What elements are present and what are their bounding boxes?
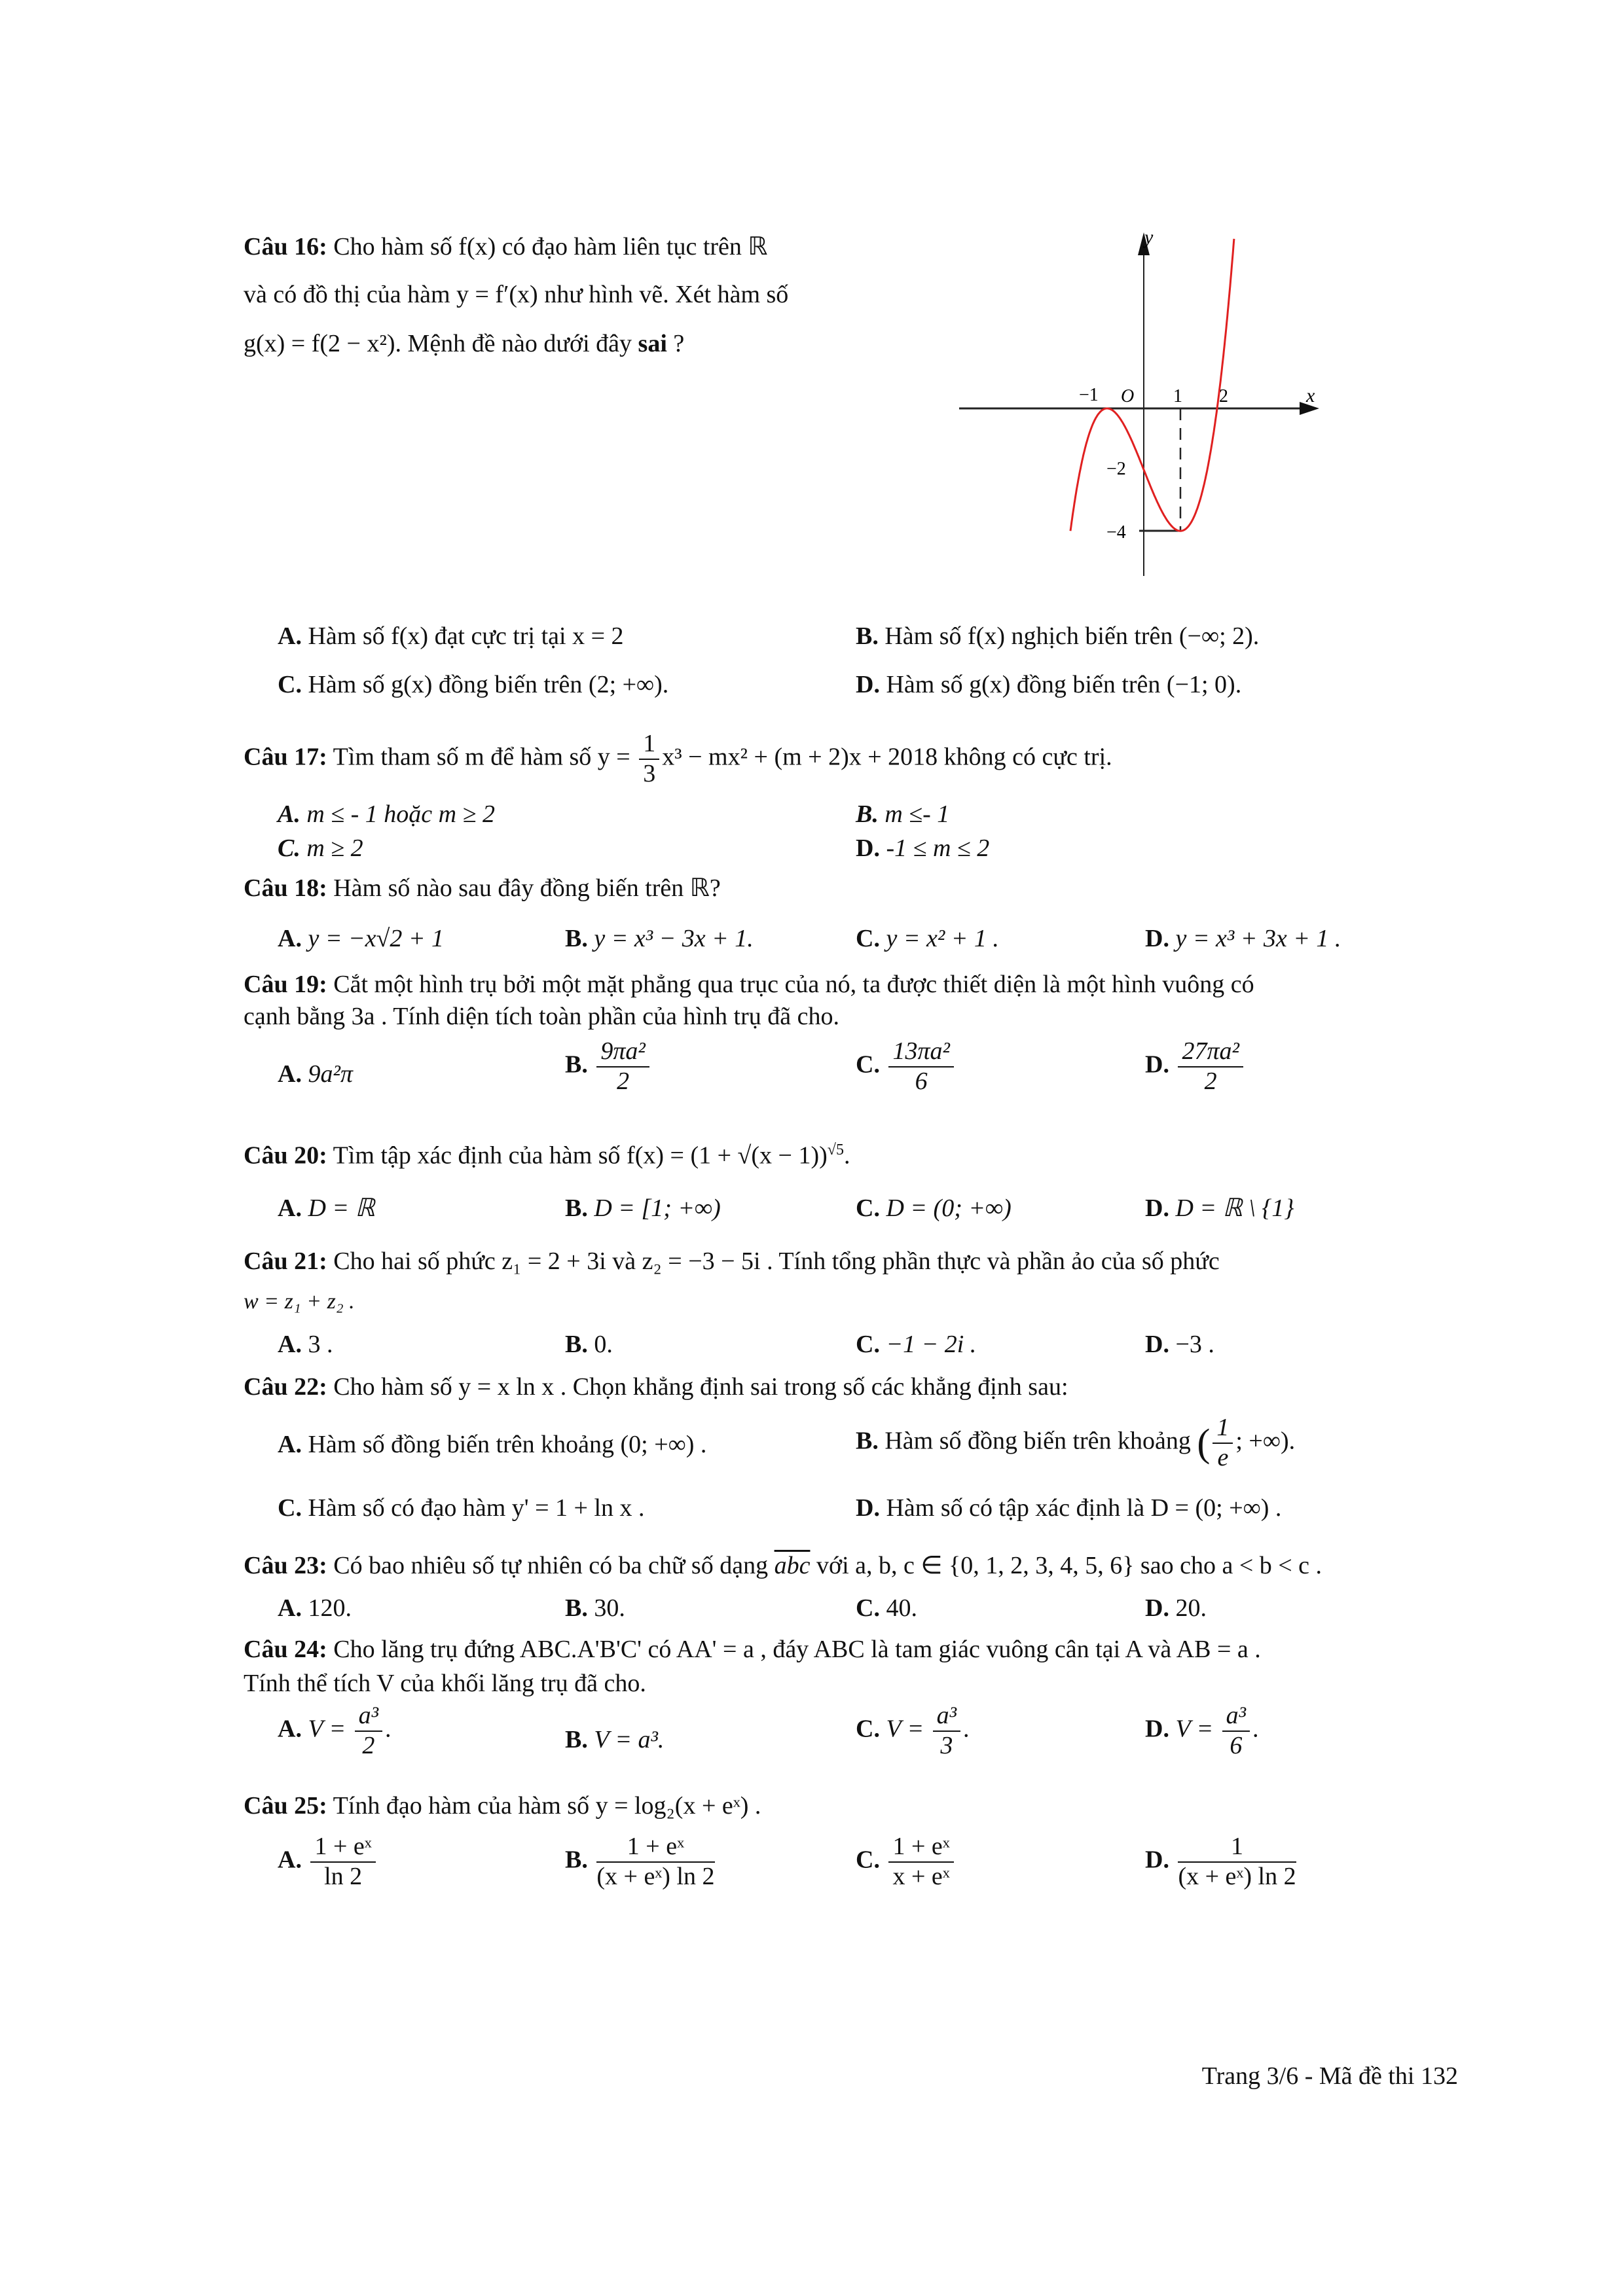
q23-option-b[interactable] [565,1594,625,1624]
y-axis-label: y [1144,226,1154,248]
q19-label: Câu 19: [244,971,327,998]
option-key: B. [565,925,588,952]
option-text: D = (0; +∞) [886,1194,1012,1222]
option-key: D. [856,1494,880,1522]
q16-option-c[interactable] [278,670,668,700]
option-text: 120. [308,1594,352,1622]
q24-line2: Tính thể tích V của khối lăng trụ đã cho. [244,1670,646,1697]
option-end: . [385,1715,392,1743]
q22-option-a[interactable] [278,1430,706,1460]
option-text: m ≤- 1 [884,800,950,828]
q21-option-a[interactable] [278,1330,333,1360]
q24-option-d[interactable] [1145,1702,1259,1760]
numerator: 13πa² [888,1037,953,1067]
q20-line [244,1141,850,1171]
q19-option-c[interactable] [856,1037,957,1096]
option-text: −3 . [1175,1331,1214,1358]
fraction [1222,1702,1250,1760]
option-key: B. [565,1050,588,1079]
fraction [1178,1037,1243,1096]
q16-option-a[interactable] [278,622,624,652]
option-key: D. [1145,1846,1169,1874]
q18-option-d[interactable] [1145,924,1341,954]
q21-line2: w = z₁ + z₂ . [244,1289,355,1314]
q17-option-d[interactable] [856,834,989,864]
q23-option-d[interactable] [1145,1594,1207,1624]
option-text: Hàm số g(x) đồng biến trên (−1; 0). [886,671,1242,698]
q16-line2: và có đồ thị của hàm y = f′(x) như hình vẽ. Xét hàm số [244,281,789,308]
q24-line1 [244,1635,1458,1665]
denominator: 2 [617,1067,630,1095]
q22-option-b[interactable] [856,1414,1295,1472]
option-key: B. [565,1594,588,1622]
q20-option-a[interactable] [278,1194,375,1224]
fraction [639,730,659,788]
q25-option-d[interactable] [1145,1833,1299,1891]
option-end: . [963,1715,970,1743]
option-text: y = x³ − 3x + 1. [594,925,754,952]
fraction [596,1037,649,1096]
q22-text: Cho hàm số y = x ln x . Chọn khẳng định sai trong số các khẳng định sau: [333,1373,1068,1401]
option-text: Hàm số có đạo hàm y' = 1 + ln x . [308,1494,645,1522]
origin-label: O [1121,386,1135,406]
q16-option-b[interactable] [856,622,1259,652]
q16-line1 [244,232,768,262]
q25-option-b[interactable] [565,1833,718,1891]
option-key: B. [565,1194,588,1222]
q17-text2: x³ − mx² + (m + 2)x + 2018 không có cực trị. [662,743,1112,771]
q17-option-a[interactable] [278,800,495,830]
q22-line [244,1372,1068,1403]
option-key: A. [278,1194,302,1222]
option-text: y = x² + 1 . [886,925,999,952]
numerator: 1 [639,730,659,760]
option-text: y = −x√2 + 1 [308,925,444,952]
q17-line [244,730,1112,788]
denominator: 2 [1204,1067,1217,1095]
fraction [1178,1833,1296,1891]
denominator: 6 [915,1067,928,1095]
option-key: A. [278,1594,302,1622]
q19-option-d[interactable] [1145,1037,1246,1096]
option-text: y = x³ + 3x + 1 . [1175,925,1341,952]
option-text: D = [1; +∞) [594,1194,721,1222]
fraction [1213,1414,1233,1472]
option-text: Hàm số có tập xác định là D = (0; +∞) . [886,1494,1282,1522]
option-text: 0. [594,1331,613,1358]
numerator: a³ [1222,1702,1250,1732]
option-key: C. [856,1050,880,1079]
option-text: Hàm số đồng biến trên khoảng [884,1427,1191,1455]
x-axis-label: x [1306,385,1315,406]
q25-text: Tính đạo hàm của hàm số y = log₂(x + eˣ) . [333,1792,761,1820]
q24-text: Cho lăng trụ đứng ABC.A'B'C' có AA' = a , đáy ABC là tam giác vuông cân tại A và AB = a . [333,1636,1261,1663]
q20-option-b[interactable] [565,1194,721,1224]
option-key: A. [278,1715,302,1743]
option-text: D = ℝ [308,1194,375,1222]
q19-line2: cạnh bằng 3a . Tính diện tích toàn phần của hình trụ đã cho. [244,1003,839,1030]
q23-text: Có bao nhiêu số tự nhiên có ba chữ số dạng [333,1552,775,1579]
denominator: x + eˣ [892,1862,950,1890]
q24-option-b[interactable] [565,1725,664,1755]
option-text: V = [308,1715,352,1743]
q16-label: Câu 16: [244,233,327,260]
xtick-label: 2 [1219,386,1228,406]
option-key: B. [565,1726,588,1753]
ytick-label: −2 [1106,459,1126,479]
option-key: D. [1145,1050,1169,1079]
q23-text2: với a, b, c ∈ {0, 1, 2, 3, 4, 5, 6} sao cho a < b < c . [810,1552,1322,1579]
page-footer: Trang 3/6 - Mã đề thi 132 [1201,2062,1458,2090]
option-key: D. [1145,1594,1169,1622]
q16-option-d[interactable] [856,670,1241,700]
q25-label: Câu 25: [244,1792,327,1820]
q16-bold: sai [638,330,667,357]
option-key: C. [856,1715,880,1743]
numerator: 1 [1178,1833,1296,1863]
option-text: V = [886,1715,930,1743]
option-text: Hàm số f(x) đạt cực trị tại x = 2 [308,622,624,650]
q22-option-c[interactable] [278,1494,645,1524]
option-key: A. [278,1331,302,1358]
numerator: 9πa² [596,1037,649,1067]
option-text: 3 . [308,1331,333,1358]
q18-line [244,874,721,904]
q25-line [244,1791,761,1821]
q23-line [244,1551,1322,1581]
q21-label: Câu 21: [244,1247,327,1275]
option-key: A. [278,1431,302,1458]
option-end: . [1252,1715,1259,1743]
q25-option-a[interactable] [278,1833,378,1891]
option-key: A. [278,622,302,650]
q20-end: . [843,1141,850,1170]
fraction [933,1702,960,1760]
option-text: 40. [886,1594,917,1622]
option-key: A. [278,1846,302,1874]
exponent: √5 [827,1141,844,1158]
option-key: C. [856,1846,880,1874]
option-key: D. [1145,1715,1169,1743]
q20-label: Câu 20: [244,1141,327,1170]
fraction [888,1037,953,1096]
option-key: C. [856,1594,880,1622]
q18-option-c[interactable] [856,924,999,954]
q21-line1 [244,1247,1458,1277]
overline-number: $\overline{abc}$ [774,1552,811,1579]
option-text: 9a²π [308,1060,353,1088]
option-text: V = a³. [594,1726,665,1753]
option-key: B. [856,622,879,650]
option-text: D = ℝ \ {1} [1175,1194,1294,1222]
q16-text3: g(x) = f(2 − x²). Mệnh đề nào dưới đây [244,330,638,357]
option-text: −1 − 2i . [886,1331,977,1358]
q17-label: Câu 17: [244,743,327,771]
option-text-end: ; +∞). [1235,1427,1296,1455]
numerator: a³ [933,1702,960,1732]
paren: ( [1197,1421,1211,1465]
option-text: Hàm số đồng biến trên khoảng (0; +∞) . [308,1431,707,1458]
q20-option-c[interactable] [856,1194,1012,1224]
option-key: D. [1145,1194,1169,1222]
fraction [596,1833,714,1891]
q24-label: Câu 24: [244,1636,327,1663]
q19-line1 [244,970,1458,1000]
option-text: m ≤ - 1 hoặc m ≥ 2 [306,800,495,828]
q24-option-c[interactable] [856,1702,970,1760]
q16-text: Cho hàm số f(x) có đạo hàm liên tục trên ℝ [333,233,768,260]
option-key: C. [278,1494,302,1522]
option-key: D. [1145,925,1169,952]
fraction [888,1833,953,1891]
q24-option-a[interactable] [278,1702,392,1760]
option-key: C. [278,671,302,698]
numerator: 1 + eˣ [310,1833,375,1863]
option-key: A. [278,925,302,952]
option-key: D. [856,671,880,698]
numerator: a³ [355,1702,382,1732]
option-key: C. [856,1331,880,1358]
option-key: C. [856,1194,880,1222]
denominator: 3 [643,759,656,787]
q16-end: ? [666,330,685,357]
q19-option-b[interactable] [565,1037,652,1096]
denominator: e [1217,1443,1229,1471]
option-text: 20. [1175,1594,1207,1622]
q21-option-d[interactable] [1145,1330,1214,1360]
option-text: 30. [594,1594,625,1622]
option-text: -1 ≤ m ≤ 2 [886,834,990,862]
q23-label: Câu 23: [244,1552,327,1579]
q20-text: Tìm tập xác định của hàm số f(x) = (1 + √(x − 1)) [333,1141,828,1170]
q19-option-a[interactable] [278,1060,353,1090]
option-key: B. [565,1331,588,1358]
fraction [310,1833,375,1891]
q23-option-c[interactable] [856,1594,917,1624]
numerator: 1 + eˣ [888,1833,953,1863]
denominator: 2 [362,1731,375,1759]
option-key: B. [856,1427,879,1455]
option-key: B. [856,800,879,828]
denominator: ln 2 [324,1862,363,1890]
denominator: 3 [940,1731,953,1759]
q17-option-c[interactable] [278,834,363,864]
q16-line3 [244,329,684,359]
option-key: D. [856,834,880,862]
q21-text: Cho hai số phức z₁ = 2 + 3i và z₂ = −3 − 5i . Tính tổng phần thực và phần ảo của số phức [333,1247,1220,1275]
numerator: 27πa² [1178,1037,1243,1067]
q21-option-c[interactable] [856,1330,976,1360]
fraction [355,1702,382,1760]
q18-text: Hàm số nào sau đây đồng biến trên ℝ? [333,874,721,902]
option-key: A. [278,1060,302,1088]
denominator: 6 [1230,1731,1243,1759]
xtick-label: 1 [1173,386,1182,406]
q21-option-b[interactable] [565,1330,613,1360]
numerator: 1 [1213,1414,1233,1444]
derivative-graph [943,223,1336,589]
option-text: Hàm số f(x) nghịch biến trên (−∞; 2). [884,622,1260,650]
option-text: Hàm số g(x) đồng biến trên (2; +∞). [308,671,669,698]
q19-text: Cắt một hình trụ bởi một mặt phẳng qua trục của nó, ta được thiết diện là một hình vuông có [333,971,1254,998]
q18-option-a[interactable] [278,924,444,954]
denominator: (x + eˣ) ln 2 [1178,1862,1296,1890]
q18-label: Câu 18: [244,874,327,902]
option-key: A. [278,800,301,828]
q17-text: Tìm tham số m để hàm số y = [333,743,637,771]
q25-option-c[interactable] [856,1833,957,1891]
denominator: (x + eˣ) ln 2 [596,1862,715,1890]
option-text: V = [1175,1715,1220,1743]
q20-option-d[interactable] [1145,1194,1294,1224]
option-key: C. [278,834,301,862]
q22-option-d[interactable] [856,1494,1281,1524]
option-key: D. [1145,1331,1169,1358]
ytick-label: −4 [1106,522,1126,543]
q22-label: Câu 22: [244,1373,327,1401]
option-text: m ≥ 2 [306,834,363,862]
q23-option-a[interactable] [278,1594,352,1624]
option-key: B. [565,1846,588,1874]
q18-option-b[interactable] [565,924,754,954]
q17-option-b[interactable] [856,800,949,830]
xtick-label: −1 [1079,385,1099,405]
option-key: C. [856,925,880,952]
numerator: 1 + eˣ [596,1833,714,1863]
